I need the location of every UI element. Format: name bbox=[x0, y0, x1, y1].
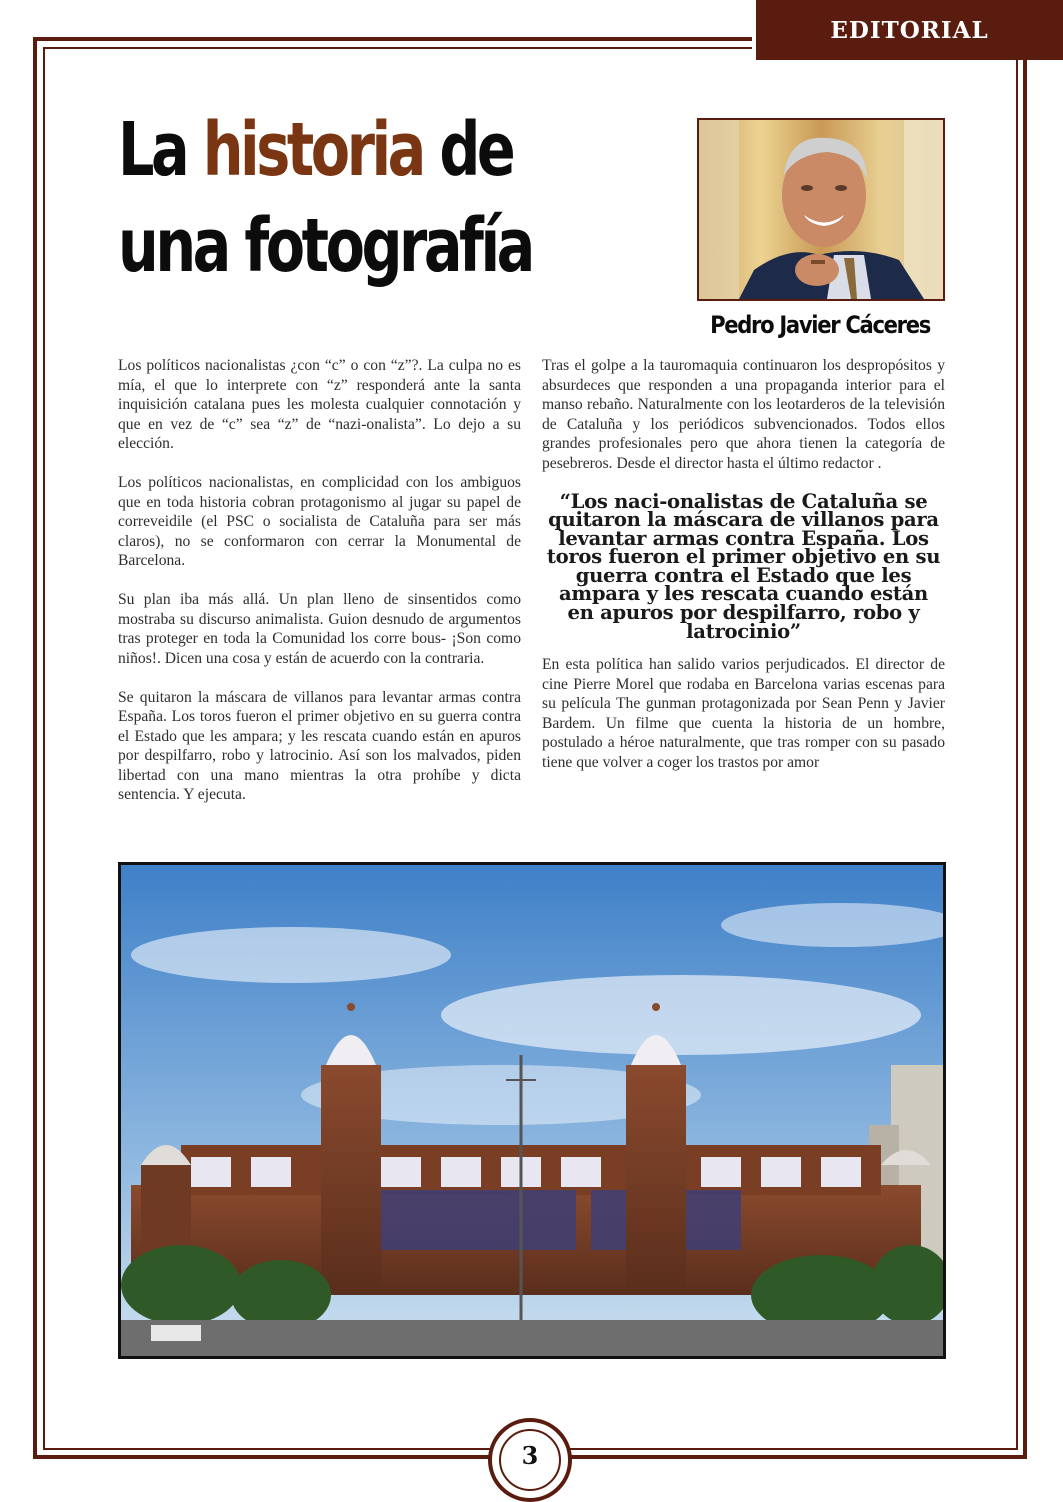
bullring-illustration bbox=[121, 865, 943, 1356]
page-number: 3 bbox=[499, 1429, 561, 1491]
pull-quote: “Los naci-onalistas de Cataluña se quitaron la máscara de villanos para levantar armas contra España. Los toros fueron el primer objetivo en su guerra contra el Estado que les ampara y les rescata cuando están en apuros por despilfarro, robo y latrocinio” bbox=[546, 489, 941, 643]
paragraph: Su plan iba más allá. Un plan lleno de sinsentidos como mostraba su discurso animalista. Guion desnudo de argumentos tras proteger en toda la Comunidad los corre bous- ¡Son como niños!. Dicen una cosa y están de acuerdo con la contraria. bbox=[118, 591, 521, 667]
paragraph: Los políticos nacionalistas ¿con “c” o con “z”?. La culpa no es mía, el que lo interprete con “z” responderá ante la santa inquisición catalana pues les molesta cualquier connotación y que en vez de “c” sea “z” de “nazi-onalista”. Lo dejo a su elección. bbox=[118, 357, 521, 452]
paragraph: Tras el golpe a la tauromaquia continuaron los despropósitos y absurdeces que responden a una propaganda interior para el manso rebaño. Naturalmente con los leotarderos de la televisión de Cataluña y los periódicos subvencionados. Todos ellos grandes profesionales pero que ahora tienen la categoría de pesebreros. Desde el director hasta el último redactor . bbox=[542, 357, 945, 472]
right-column bbox=[542, 356, 945, 792]
headline bbox=[118, 102, 617, 294]
author-byline: Pedro Javier Cáceres bbox=[710, 311, 930, 339]
headline-highlight: historia bbox=[202, 107, 423, 193]
paragraph: En esta política han salido varios perjudicados. El director de cine Pierre Morel que rodaba en Barcelona varias escenas para su película The gunman protagonizada por Sean Penn y Javier Bardem. Un filme que cuenta la historia de un hombre, postulado a héroe naturalmente, que tras romper con su pasado tiene que volver a coger los trastos por amor bbox=[542, 656, 945, 771]
section-label: EDITORIAL bbox=[752, 0, 1063, 60]
headline-part-1: La bbox=[118, 107, 203, 193]
author-photo bbox=[697, 118, 945, 301]
headline-part-2: de una fotografía bbox=[118, 107, 532, 289]
author-portrait-illustration bbox=[699, 120, 943, 299]
page-number-badge bbox=[488, 1418, 572, 1502]
paragraph: Los políticos nacionalistas, en complicidad con los ambiguos que en toda historia cobran protagonismo al jugar su papel de correveidile (el PSC o socialista de Cataluña para ser más claros), no se conformaron con cerrar la Monumental de Barcelona. bbox=[118, 474, 521, 569]
left-column bbox=[118, 356, 521, 824]
paragraph: Se quitaron la máscara de villanos para levantar armas contra España. Los toros fueron el primer objetivo en su guerra contra el Estado que les ampara; y les rescata cuando están en apuros por despilfarro, robo y latrocinio. Así son los malvados, piden libertad con una mano mientras la otra prohíbe y dicta sentencia. Y ejecuta. bbox=[118, 688, 521, 803]
bullring-photo bbox=[118, 862, 946, 1359]
